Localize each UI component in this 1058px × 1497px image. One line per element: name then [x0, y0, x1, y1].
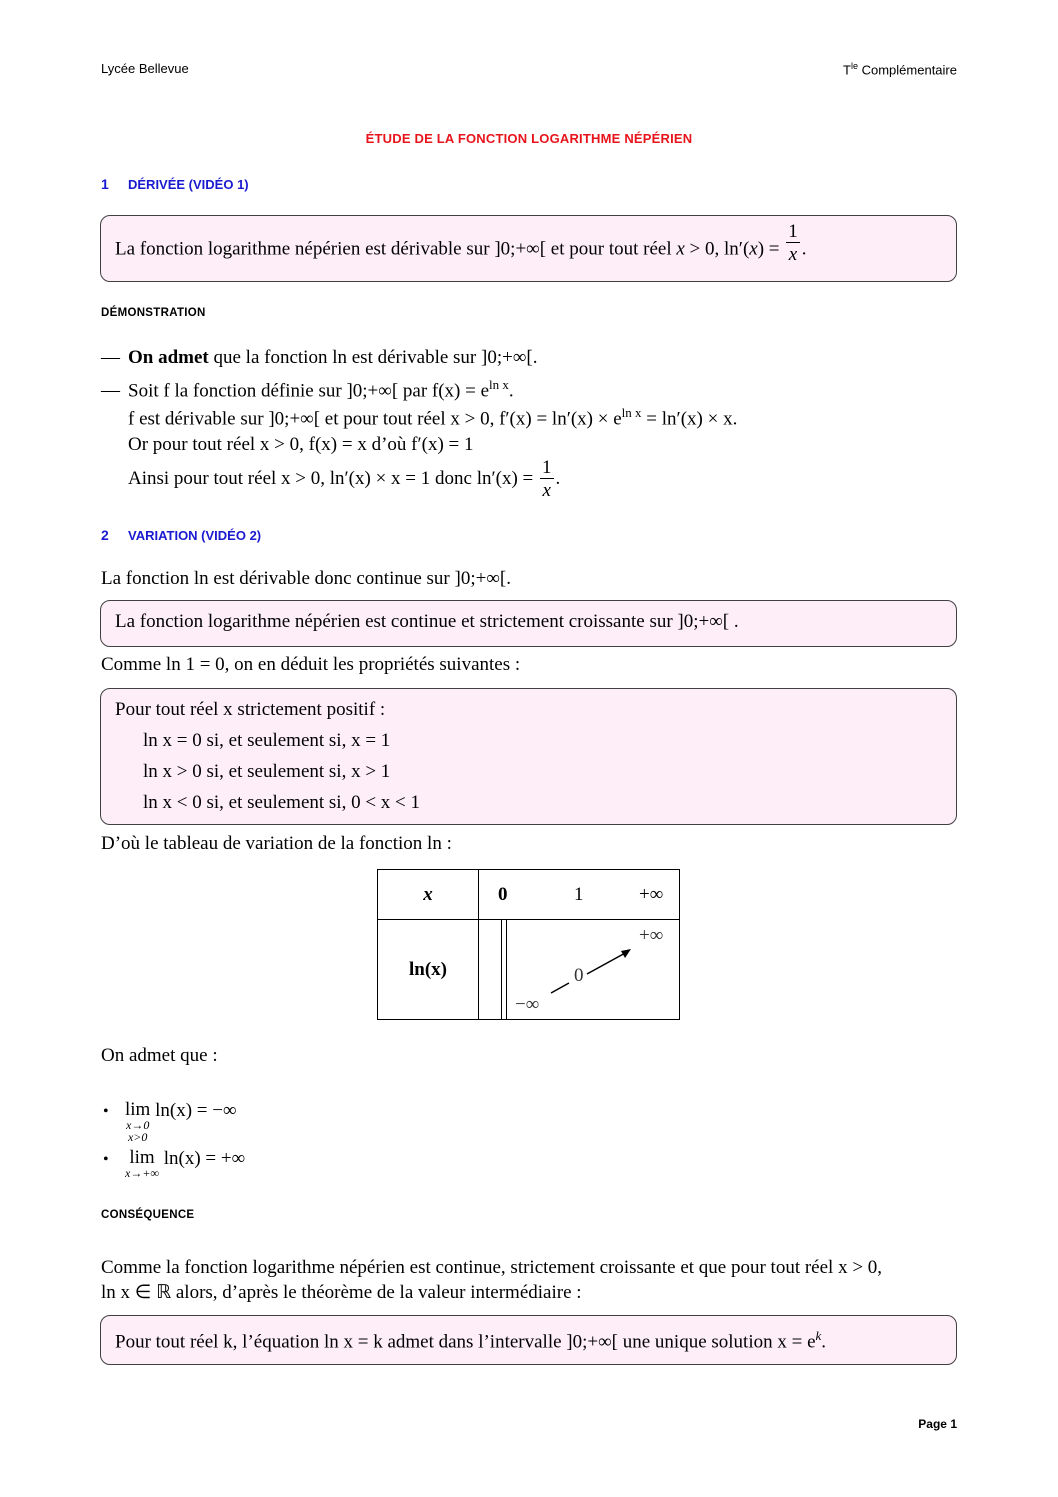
text: que la fonction ln est dérivable sur ]0;+∞[. [208, 347, 538, 368]
theorem-monotonic-box [100, 600, 957, 647]
property-item: ln x < 0 si, et seulement si, 0 < x < 1 [143, 792, 421, 813]
text: . [508, 380, 514, 402]
consequence-line-1: Comme la fonction logarithme népérien est continue, strictement croissante et que pour tout réel x > 0, [101, 1257, 883, 1278]
theorem-equation-text [115, 1328, 826, 1353]
fraction [786, 222, 800, 264]
text: Soit f la fonction définie sur ]0;+∞[ par f(x) = e [128, 380, 490, 402]
admet-text: On admet que : [101, 1045, 218, 1066]
limit-item [103, 1148, 245, 1179]
theorem-monotonic-text: La fonction logarithme népérien est continue et strictement croissante sur ]0;+∞[ . [115, 611, 739, 632]
x-value: 0 [498, 884, 508, 905]
header-class-sup: le [850, 61, 858, 71]
section-2-heading [101, 527, 261, 543]
section-1-heading [101, 176, 249, 192]
text: La fonction logarithme népérien est dérivable sur ]0;+∞[ et pour tout réel [115, 238, 677, 260]
header-school: Lycée Bellevue [101, 61, 189, 76]
limit-expr: ln(x) = −∞ [155, 1100, 237, 1121]
table-x-values [479, 870, 680, 920]
demo-line-1 [101, 347, 537, 369]
lim-sub: x→0 [126, 1118, 150, 1132]
property-item: ln x > 0 si, et seulement si, x > 1 [143, 761, 391, 782]
fraction [540, 458, 554, 500]
properties-box [100, 688, 957, 825]
header-class [843, 61, 957, 77]
exponent: ln x [489, 377, 509, 392]
demo-line-5 [128, 458, 560, 500]
table-x-label: x [378, 870, 479, 920]
theorem-derivative-box [100, 215, 957, 282]
text: Ainsi pour tout réel x > 0, ln′(x) × x = 1 donc ln′(x) = [128, 468, 539, 489]
lim-sub: x→+∞ [125, 1166, 159, 1180]
text: > 0, ln′( [684, 238, 750, 260]
x-value: +∞ [639, 884, 664, 905]
page-title: ÉTUDE DE LA FONCTION LOGARITHME NÉPÉRIEN [365, 131, 693, 146]
limit-operator [125, 1100, 150, 1143]
x-value: 1 [574, 884, 584, 905]
text: . [801, 238, 807, 260]
f-value-zero: 0 [574, 965, 584, 986]
text: . [555, 468, 561, 489]
denominator: x [788, 244, 798, 265]
bullet-icon: • [103, 1151, 109, 1168]
text: = ln′(x) × x. [641, 408, 738, 430]
limit-item [103, 1100, 237, 1143]
demo-line-4: Or pour tout réel x > 0, f(x) = x d’où f′(x) = 1 [128, 434, 474, 455]
demo-bold: On admet [128, 347, 209, 368]
comme-ln1-text: Comme ln 1 = 0, on en déduit les propriétés suivantes : [101, 654, 521, 675]
numerator: 1 [788, 221, 798, 242]
demo-line-3 [128, 405, 737, 430]
exponent: k [815, 1328, 822, 1343]
lim-sub: x>0 [127, 1130, 148, 1144]
lim: lim [125, 1099, 151, 1120]
properties-head: Pour tout réel x strictement positif : [115, 699, 386, 720]
f-value-minus-inf: −∞ [515, 994, 540, 1015]
section-label: VARIATION (VIDÉO 2) [128, 528, 262, 543]
f-value-plus-inf: +∞ [639, 925, 664, 946]
lim: lim [129, 1147, 155, 1168]
numerator: 1 [542, 457, 552, 478]
consequence-line-2: ln x ∈ ℝ alors, d’après le théorème de la valeur intermédiaire : [101, 1282, 582, 1303]
section-number: 1 [101, 176, 109, 192]
denominator: x [542, 480, 551, 501]
demo-title: DÉMONSTRATION [101, 307, 206, 319]
bullet-icon: • [103, 1103, 109, 1120]
text: . [821, 1331, 827, 1353]
theorem-equation-box [100, 1315, 957, 1365]
section-number: 2 [101, 527, 109, 543]
text: ) = [757, 238, 785, 260]
theorem-derivative-text [115, 221, 807, 265]
consequence-title: CONSÉQUENCE [101, 1209, 195, 1221]
section-label: DÉRIVÉE (VIDÉO 1) [128, 177, 249, 192]
var: x [749, 238, 758, 260]
limit-operator [125, 1148, 159, 1179]
property-item: ln x = 0 si, et seulement si, x = 1 [143, 730, 391, 751]
table-intro: D’où le tableau de variation de la fonction ln : [101, 833, 452, 854]
header-class-base: T [843, 62, 851, 78]
dash: — [101, 347, 120, 368]
table-ln-label: ln(x) [378, 920, 479, 1020]
variation-table [377, 869, 680, 1020]
header-class-text: Complémentaire [858, 62, 957, 78]
page-number: Page 1 [918, 1417, 957, 1431]
text: f est dérivable sur ]0;+∞[ et pour tout réel x > 0, f′(x) = ln′(x) × e [128, 408, 622, 430]
increasing-arrow-icon [479, 920, 679, 1020]
exponent: ln x [621, 405, 642, 420]
var: x [676, 238, 685, 260]
dash: — [101, 380, 120, 402]
text: Pour tout réel k, l’équation ln x = k admet dans l’intervalle ]0;+∞[ une unique solution x = e [115, 1331, 816, 1353]
limit-expr: ln(x) = +∞ [163, 1148, 246, 1169]
demo-line-2 [101, 377, 514, 402]
section-2-intro: La fonction ln est dérivable donc continue sur ]0;+∞[. [101, 568, 511, 589]
table-ln-variation [479, 920, 680, 1020]
